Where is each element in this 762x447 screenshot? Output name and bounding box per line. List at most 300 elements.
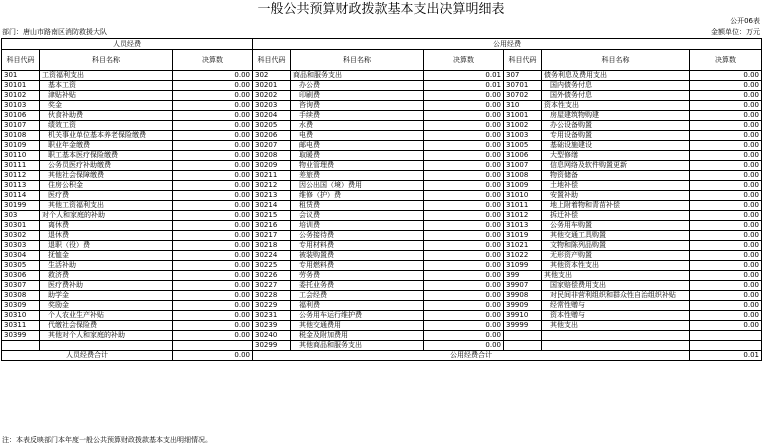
- public-a-code-cell: 30212: [253, 181, 291, 191]
- col-header-code: 科目代码: [2, 50, 40, 71]
- public-total-label: 公用经费合计: [253, 351, 690, 361]
- public-b-code-cell: 39908: [504, 291, 542, 301]
- public-b-amount-cell: 0.00: [690, 161, 762, 171]
- table-row: [2, 231, 762, 241]
- personnel-code-cell: 30109: [2, 141, 40, 151]
- personnel-name-cell: 医疗费补助: [40, 281, 173, 291]
- public-b-name-cell: 资本性支出: [542, 101, 690, 111]
- col-header-name: 科目名称: [542, 50, 690, 71]
- personnel-code-cell: 30306: [2, 271, 40, 281]
- public-a-name-cell: 委托业务费: [291, 281, 424, 291]
- table-row: [2, 311, 762, 321]
- public-b-code-cell: 31001: [504, 111, 542, 121]
- personnel-name-cell: 退休费: [40, 231, 173, 241]
- table-row: [2, 81, 762, 91]
- public-b-code-cell: 30702: [504, 91, 542, 101]
- table-row: [2, 161, 762, 171]
- personnel-code-cell: 30103: [2, 101, 40, 111]
- public-a-name-cell: 其他交通费用: [291, 321, 424, 331]
- personnel-amount-cell: 0.00: [173, 281, 253, 291]
- public-b-amount-cell: 0.00: [690, 241, 762, 251]
- public-b-name-cell: 其他支出: [542, 321, 690, 331]
- public-a-name-cell: 福利费: [291, 301, 424, 311]
- personnel-code-cell: 30111: [2, 161, 40, 171]
- personnel-name-cell: 其他对个人和家庭的补助: [40, 331, 173, 341]
- personnel-code-cell: 30108: [2, 131, 40, 141]
- personnel-amount-cell: 0.00: [173, 111, 253, 121]
- public-b-name-cell: 地上附着物和青苗补偿: [542, 201, 690, 211]
- public-a-name-cell: 专用燃料费: [291, 261, 424, 271]
- personnel-code-cell: 30399: [2, 331, 40, 341]
- public-b-amount-cell: 0.00: [690, 111, 762, 121]
- public-b-code-cell: 399: [504, 271, 542, 281]
- public-a-code-cell: 30225: [253, 261, 291, 271]
- public-b-amount-cell: 0.00: [690, 311, 762, 321]
- public-b-code-cell: 39907: [504, 281, 542, 291]
- personnel-amount-cell: 0.00: [173, 121, 253, 131]
- public-a-name-cell: 专用材料费: [291, 241, 424, 251]
- public-b-name-cell: 其他交通工具购置: [542, 231, 690, 241]
- public-a-code-cell: 30201: [253, 81, 291, 91]
- public-b-code-cell: 31003: [504, 131, 542, 141]
- public-a-name-cell: 其他商品和服务支出: [291, 341, 424, 351]
- public-a-name-cell: 维修（护）费: [291, 191, 424, 201]
- personnel-name-cell: 伙食补助费: [40, 111, 173, 121]
- public-a-amount-cell: 0.00: [424, 151, 504, 161]
- public-b-name-cell: 债务利息及费用支出: [542, 71, 690, 81]
- personnel-amount-cell: 0.00: [173, 91, 253, 101]
- personnel-name-cell: 对个人和家庭的补助: [40, 211, 173, 221]
- public-a-name-cell: 租赁费: [291, 201, 424, 211]
- personnel-name-cell: 津贴补贴: [40, 91, 173, 101]
- public-b-code-cell: 31009: [504, 181, 542, 191]
- table-row: [2, 191, 762, 201]
- public-b-amount-cell: 0.00: [690, 271, 762, 281]
- public-a-amount-cell: 0.00: [424, 301, 504, 311]
- public-b-name-cell: 公务用车购置: [542, 221, 690, 231]
- personnel-amount-cell: 0.00: [173, 201, 253, 211]
- personnel-code-cell: 30302: [2, 231, 40, 241]
- public-a-amount-cell: 0.00: [424, 331, 504, 341]
- public-b-amount-cell: 0.00: [690, 291, 762, 301]
- public-a-name-cell: 水费: [291, 121, 424, 131]
- public-b-name-cell: 拆迁补偿: [542, 211, 690, 221]
- public-b-name-cell: 经常性赠与: [542, 301, 690, 311]
- public-a-name-cell: 因公出国（境）费用: [291, 181, 424, 191]
- public-b-name-cell: 办公设备购置: [542, 121, 690, 131]
- public-b-code-cell: 31011: [504, 201, 542, 211]
- personnel-amount-cell: 0.00: [173, 261, 253, 271]
- public-a-code-cell: 30218: [253, 241, 291, 251]
- personnel-amount-cell: 0.00: [173, 221, 253, 231]
- public-b-name-cell: 对民间非营利组织和群众性自治组织补贴: [542, 291, 690, 301]
- personnel-name-cell: [40, 341, 173, 351]
- table-row: [2, 121, 762, 131]
- public-b-name-cell: 土地补偿: [542, 181, 690, 191]
- personnel-code-cell: 30107: [2, 121, 40, 131]
- public-b-code-cell: [504, 331, 542, 341]
- public-a-name-cell: 办公费: [291, 81, 424, 91]
- public-b-amount-cell: 0.00: [690, 131, 762, 141]
- public-b-name-cell: 国内债务付息: [542, 81, 690, 91]
- page-title: 一般公共预算财政拨款基本支出决算明细表: [257, 2, 505, 17]
- public-b-code-cell: 31099: [504, 261, 542, 271]
- public-b-code-cell: 31007: [504, 161, 542, 171]
- personnel-code-cell: [2, 341, 40, 351]
- public-b-amount-cell: 0.00: [690, 191, 762, 201]
- footnote: 注：本表反映部门本年度一般公共预算财政拨款基本支出明细情况。: [2, 436, 212, 444]
- public-a-name-cell: 工会经费: [291, 291, 424, 301]
- personnel-name-cell: 医疗费: [40, 191, 173, 201]
- public-b-code-cell: 31006: [504, 151, 542, 161]
- public-b-code-cell: 31010: [504, 191, 542, 201]
- table-row: [2, 261, 762, 271]
- public-b-name-cell: 专用设备购置: [542, 131, 690, 141]
- public-b-amount-cell: 0.00: [690, 321, 762, 331]
- public-a-amount-cell: 0.00: [424, 261, 504, 271]
- public-b-code-cell: 31021: [504, 241, 542, 251]
- public-b-code-cell: [504, 341, 542, 351]
- public-a-name-cell: 邮电费: [291, 141, 424, 151]
- public-a-name-cell: 被装购置费: [291, 251, 424, 261]
- personnel-code-cell: 30114: [2, 191, 40, 201]
- personnel-name-cell: 助学金: [40, 291, 173, 301]
- public-b-code-cell: 31002: [504, 121, 542, 131]
- public-a-name-cell: 劳务费: [291, 271, 424, 281]
- public-total-value: 0.01: [690, 351, 762, 361]
- public-a-code-cell: 30215: [253, 211, 291, 221]
- table-row: [2, 71, 762, 81]
- personnel-amount-cell: 0.00: [173, 161, 253, 171]
- public-a-name-cell: 培训费: [291, 221, 424, 231]
- personnel-amount-cell: 0.00: [173, 141, 253, 151]
- personnel-total-label: 人员经费合计: [2, 351, 173, 361]
- public-a-code-cell: 302: [253, 71, 291, 81]
- public-a-amount-cell: 0.00: [424, 121, 504, 131]
- personnel-name-cell: 工资福利支出: [40, 71, 173, 81]
- public-b-code-cell: 31005: [504, 141, 542, 151]
- public-a-amount-cell: 0.00: [424, 231, 504, 241]
- personnel-code-cell: 30307: [2, 281, 40, 291]
- public-a-code-cell: 30226: [253, 271, 291, 281]
- personnel-code-cell: 30305: [2, 261, 40, 271]
- public-a-code-cell: 30217: [253, 231, 291, 241]
- table-row: [2, 291, 762, 301]
- table-row: [2, 251, 762, 261]
- public-b-amount-cell: 0.00: [690, 101, 762, 111]
- personnel-code-cell: 30309: [2, 301, 40, 311]
- personnel-name-cell: 抚恤金: [40, 251, 173, 261]
- col-header-code: 科目代码: [253, 50, 291, 71]
- col-header-amount: 决算数: [173, 50, 253, 71]
- table-row: [2, 181, 762, 191]
- public-b-amount-cell: 0.00: [690, 221, 762, 231]
- public-b-amount-cell: 0.00: [690, 261, 762, 271]
- form-code: 公开06表: [730, 17, 760, 25]
- table-row: [2, 271, 762, 281]
- amount-unit-label: 金额单位：万元: [711, 28, 760, 36]
- col-header-amount: 决算数: [690, 50, 762, 71]
- personnel-name-cell: 职业年金缴费: [40, 141, 173, 151]
- public-a-amount-cell: 0.00: [424, 161, 504, 171]
- public-b-code-cell: 31012: [504, 211, 542, 221]
- public-a-name-cell: 会议费: [291, 211, 424, 221]
- table-row: [2, 281, 762, 291]
- public-a-name-cell: 电费: [291, 131, 424, 141]
- public-b-amount-cell: 0.00: [690, 141, 762, 151]
- public-a-code-cell: 30224: [253, 251, 291, 261]
- public-a-amount-cell: 0.00: [424, 131, 504, 141]
- public-a-code-cell: 30207: [253, 141, 291, 151]
- public-b-amount-cell: 0.00: [690, 151, 762, 161]
- public-b-name-cell: 大型修缮: [542, 151, 690, 161]
- table-row: [2, 111, 762, 121]
- public-b-code-cell: 31019: [504, 231, 542, 241]
- col-header-amount: 决算数: [424, 50, 504, 71]
- personnel-code-cell: 30301: [2, 221, 40, 231]
- public-a-amount-cell: 0.01: [424, 81, 504, 91]
- table-row: [2, 91, 762, 101]
- personnel-name-cell: 个人农业生产补贴: [40, 311, 173, 321]
- personnel-amount-cell: 0.00: [173, 311, 253, 321]
- personnel-amount-cell: 0.00: [173, 301, 253, 311]
- public-b-name-cell: 基础设施建设: [542, 141, 690, 151]
- public-a-amount-cell: 0.00: [424, 321, 504, 331]
- public-a-amount-cell: 0.00: [424, 291, 504, 301]
- public-b-amount-cell: 0.00: [690, 251, 762, 261]
- personnel-code-cell: 30101: [2, 81, 40, 91]
- public-a-name-cell: 咨询费: [291, 101, 424, 111]
- table-row: [2, 301, 762, 311]
- totals-row: [2, 351, 762, 361]
- public-a-code-cell: 30214: [253, 201, 291, 211]
- table-row: [2, 211, 762, 221]
- public-b-name-cell: 文物和陈列品购置: [542, 241, 690, 251]
- personnel-amount-cell: 0.00: [173, 291, 253, 301]
- personnel-code-cell: 30113: [2, 181, 40, 191]
- public-a-amount-cell: 0.00: [424, 251, 504, 261]
- personnel-header: 人员经费: [2, 39, 253, 50]
- public-a-code-cell: 30209: [253, 161, 291, 171]
- personnel-amount-cell: 0.00: [173, 241, 253, 251]
- personnel-code-cell: 30303: [2, 241, 40, 251]
- public-b-name-cell: 资本性赠与: [542, 311, 690, 321]
- public-a-code-cell: 30208: [253, 151, 291, 161]
- public-a-amount-cell: 0.00: [424, 181, 504, 191]
- public-b-name-cell: 无形资产购置: [542, 251, 690, 261]
- personnel-code-cell: 30304: [2, 251, 40, 261]
- personnel-code-cell: 30102: [2, 91, 40, 101]
- public-a-code-cell: 30202: [253, 91, 291, 101]
- table-row: [2, 321, 762, 331]
- public-b-code-cell: 31022: [504, 251, 542, 261]
- personnel-amount-cell: 0.00: [173, 71, 253, 81]
- public-a-code-cell: 30203: [253, 101, 291, 111]
- table-row: [2, 131, 762, 141]
- personnel-amount-cell: 0.00: [173, 81, 253, 91]
- public-a-amount-cell: 0.00: [424, 171, 504, 181]
- public-a-amount-cell: 0.00: [424, 281, 504, 291]
- table-row: [2, 331, 762, 341]
- public-b-amount-cell: 0.00: [690, 171, 762, 181]
- public-a-code-cell: 30216: [253, 221, 291, 231]
- public-a-amount-cell: 0.00: [424, 111, 504, 121]
- public-a-amount-cell: 0.00: [424, 221, 504, 231]
- public-a-code-cell: 30240: [253, 331, 291, 341]
- col-header-name: 科目名称: [40, 50, 173, 71]
- personnel-total-value: 0.00: [173, 351, 253, 361]
- personnel-amount-cell: [173, 341, 253, 351]
- public-b-code-cell: 39909: [504, 301, 542, 311]
- public-b-code-cell: 39999: [504, 321, 542, 331]
- public-a-name-cell: 公务接待费: [291, 231, 424, 241]
- public-a-amount-cell: 0.00: [424, 191, 504, 201]
- personnel-name-cell: 其他工资福利支出: [40, 201, 173, 211]
- public-b-name-cell: 信息网络及软件购置更新: [542, 161, 690, 171]
- public-b-amount-cell: 0.00: [690, 181, 762, 191]
- personnel-amount-cell: 0.00: [173, 171, 253, 181]
- public-a-name-cell: 差旅费: [291, 171, 424, 181]
- public-b-amount-cell: [690, 341, 762, 351]
- public-a-code-cell: 30213: [253, 191, 291, 201]
- public-b-amount-cell: 0.00: [690, 211, 762, 221]
- personnel-name-cell: 其他社会保障缴费: [40, 171, 173, 181]
- public-b-name-cell: 物资储备: [542, 171, 690, 181]
- personnel-name-cell: 救济费: [40, 271, 173, 281]
- personnel-amount-cell: 0.00: [173, 271, 253, 281]
- personnel-name-cell: 绩效工资: [40, 121, 173, 131]
- personnel-code-cell: 30112: [2, 171, 40, 181]
- personnel-name-cell: 代缴社会保险费: [40, 321, 173, 331]
- personnel-name-cell: 退职（役）费: [40, 241, 173, 251]
- public-b-amount-cell: 0.00: [690, 81, 762, 91]
- table-row: [2, 221, 762, 231]
- public-header: 公用经费: [253, 39, 762, 50]
- table-row: [2, 171, 762, 181]
- public-b-code-cell: 30701: [504, 81, 542, 91]
- public-a-name-cell: 公务用车运行维护费: [291, 311, 424, 321]
- public-b-name-cell: [542, 341, 690, 351]
- public-b-amount-cell: 0.00: [690, 71, 762, 81]
- public-b-amount-cell: 0.00: [690, 301, 762, 311]
- public-a-amount-cell: 0.00: [424, 241, 504, 251]
- public-a-code-cell: 30299: [253, 341, 291, 351]
- personnel-amount-cell: 0.00: [173, 211, 253, 221]
- personnel-amount-cell: 0.00: [173, 191, 253, 201]
- personnel-name-cell: 住房公积金: [40, 181, 173, 191]
- public-b-code-cell: 310: [504, 101, 542, 111]
- public-a-amount-cell: 0.01: [424, 71, 504, 81]
- personnel-code-cell: 30106: [2, 111, 40, 121]
- public-a-code-cell: 30231: [253, 311, 291, 321]
- public-a-name-cell: 取暖费: [291, 151, 424, 161]
- public-a-code-cell: 30229: [253, 301, 291, 311]
- public-a-amount-cell: 0.00: [424, 201, 504, 211]
- public-a-amount-cell: 0.00: [424, 271, 504, 281]
- public-a-name-cell: 商品和服务支出: [291, 71, 424, 81]
- public-b-amount-cell: [690, 331, 762, 341]
- personnel-code-cell: 30110: [2, 151, 40, 161]
- personnel-amount-cell: 0.00: [173, 231, 253, 241]
- public-a-name-cell: 印刷费: [291, 91, 424, 101]
- col-header-name: 科目名称: [291, 50, 424, 71]
- personnel-name-cell: 机关事业单位基本养老保险缴费: [40, 131, 173, 141]
- col-header-code: 科目代码: [504, 50, 542, 71]
- public-a-code-cell: 30206: [253, 131, 291, 141]
- public-a-code-cell: 30211: [253, 171, 291, 181]
- public-b-amount-cell: 0.00: [690, 91, 762, 101]
- personnel-amount-cell: 0.00: [173, 331, 253, 341]
- public-a-amount-cell: 0.00: [424, 311, 504, 321]
- personnel-amount-cell: 0.00: [173, 151, 253, 161]
- personnel-name-cell: 离休费: [40, 221, 173, 231]
- personnel-code-cell: 30308: [2, 291, 40, 301]
- public-a-name-cell: 物业管理费: [291, 161, 424, 171]
- public-a-name-cell: 税金及附加费用: [291, 331, 424, 341]
- public-a-code-cell: 30228: [253, 291, 291, 301]
- public-b-name-cell: 其他支出: [542, 271, 690, 281]
- personnel-name-cell: 奖励金: [40, 301, 173, 311]
- table-row: [2, 341, 762, 351]
- personnel-name-cell: 生活补助: [40, 261, 173, 271]
- personnel-amount-cell: 0.00: [173, 131, 253, 141]
- personnel-code-cell: 303: [2, 211, 40, 221]
- public-a-code-cell: 30205: [253, 121, 291, 131]
- public-a-amount-cell: 0.00: [424, 211, 504, 221]
- public-a-amount-cell: 0.00: [424, 101, 504, 111]
- public-b-code-cell: 31013: [504, 221, 542, 231]
- public-b-amount-cell: 0.00: [690, 231, 762, 241]
- public-b-code-cell: 31008: [504, 171, 542, 181]
- public-a-amount-cell: 0.00: [424, 141, 504, 151]
- public-b-amount-cell: 0.00: [690, 201, 762, 211]
- public-b-name-cell: 安置补助: [542, 191, 690, 201]
- personnel-amount-cell: 0.00: [173, 101, 253, 111]
- personnel-code-cell: 30310: [2, 311, 40, 321]
- table-row: [2, 241, 762, 251]
- table-row: [2, 141, 762, 151]
- table-row: [2, 201, 762, 211]
- personnel-amount-cell: 0.00: [173, 321, 253, 331]
- table-row: [2, 151, 762, 161]
- public-a-amount-cell: 0.00: [424, 91, 504, 101]
- personnel-code-cell: 301: [2, 71, 40, 81]
- personnel-name-cell: 基本工资: [40, 81, 173, 91]
- public-b-amount-cell: 0.00: [690, 281, 762, 291]
- public-b-name-cell: 国家赔偿费用支出: [542, 281, 690, 291]
- table-row: [2, 101, 762, 111]
- personnel-name-cell: 公务员医疗补助缴费: [40, 161, 173, 171]
- personnel-code-cell: 30199: [2, 201, 40, 211]
- public-b-name-cell: 房屋建筑物购建: [542, 111, 690, 121]
- public-b-code-cell: 39910: [504, 311, 542, 321]
- public-a-code-cell: 30239: [253, 321, 291, 331]
- public-b-name-cell: [542, 331, 690, 341]
- personnel-name-cell: 职工基本医疗保险缴费: [40, 151, 173, 161]
- personnel-amount-cell: 0.00: [173, 181, 253, 191]
- personnel-name-cell: 奖金: [40, 101, 173, 111]
- personnel-code-cell: 30311: [2, 321, 40, 331]
- personnel-amount-cell: 0.00: [173, 251, 253, 261]
- public-b-name-cell: 国外债务付息: [542, 91, 690, 101]
- public-a-code-cell: 30227: [253, 281, 291, 291]
- public-a-code-cell: 30204: [253, 111, 291, 121]
- department-label: 部门：唐山市路南区消防救援大队: [2, 28, 107, 36]
- public-b-code-cell: 307: [504, 71, 542, 81]
- expenditure-table: [1, 38, 762, 361]
- public-b-name-cell: 其他资本性支出: [542, 261, 690, 271]
- public-a-name-cell: 手续费: [291, 111, 424, 121]
